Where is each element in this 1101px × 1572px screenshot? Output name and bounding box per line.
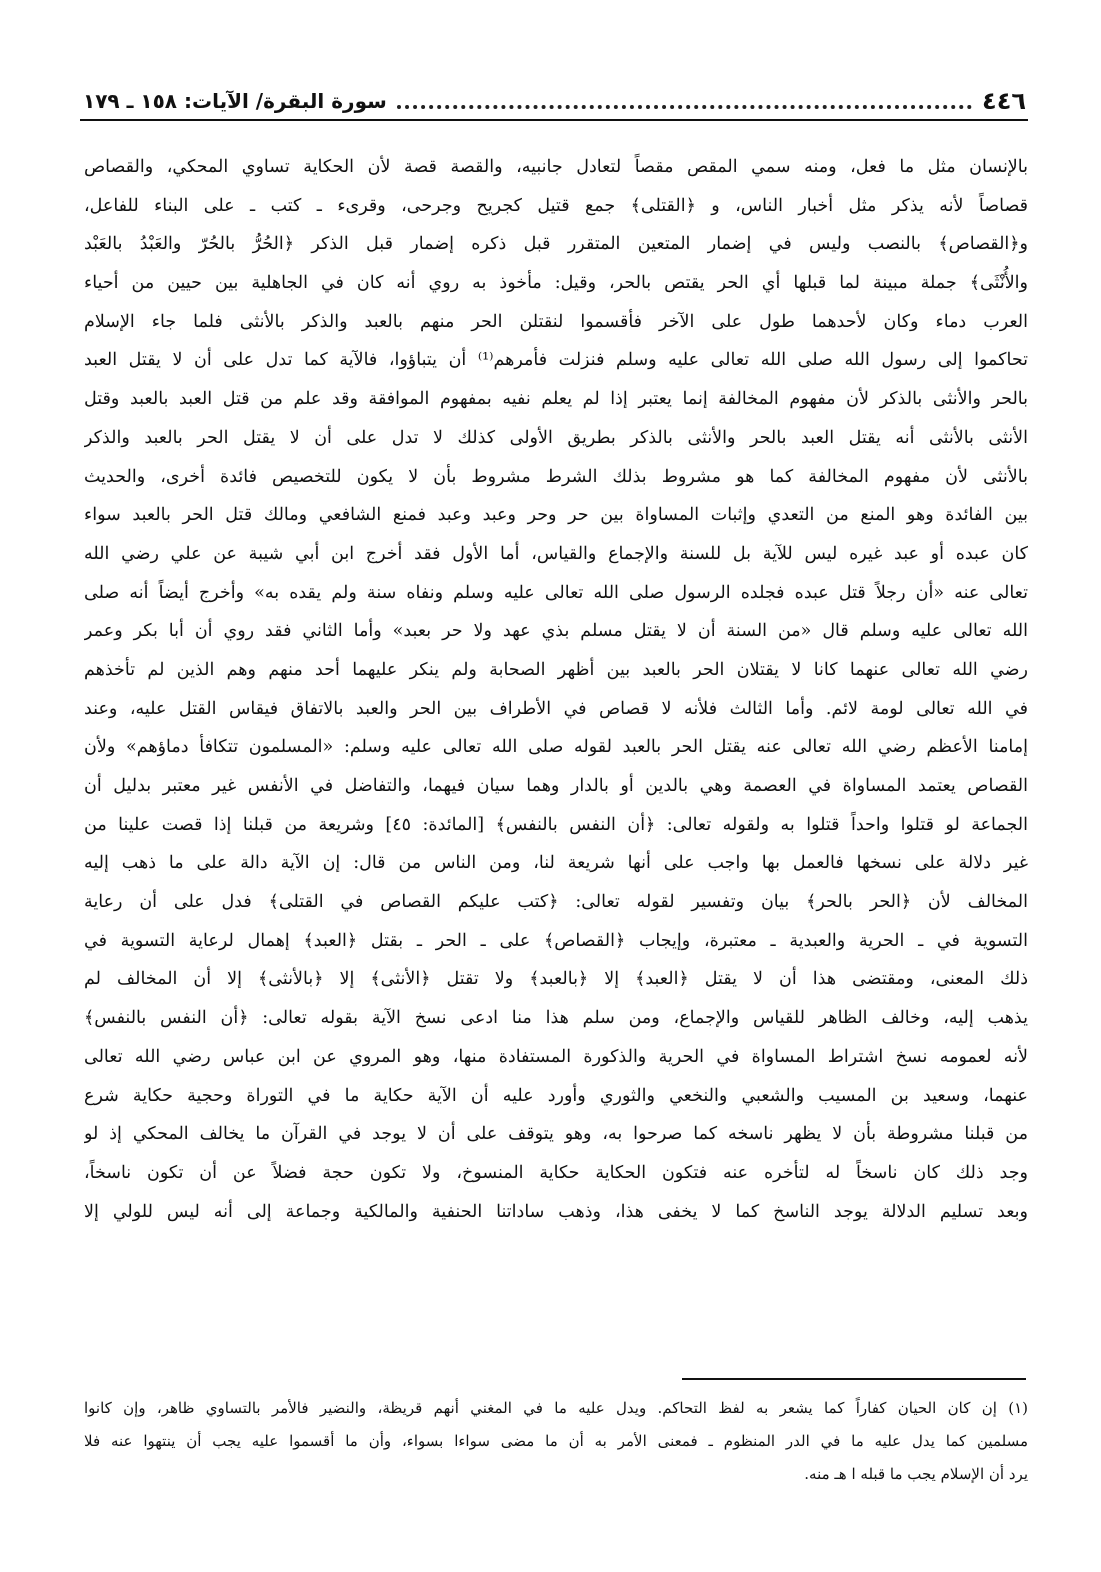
- text-line: المخالف لأن ﴿الحر بالحر﴾ بيان وتفسير لقوله تعالى: ﴿كتب عليكم القصاص في القتلى﴾ فدل على أن رعاية: [84, 892, 1028, 913]
- text-line: وبعد تسليم الدلالة يوجد الناسخ كما لا يخفى هذا، وذهب ساداتنا الحنفية والمالكية وجماعة إلى أنه ليس للولي إلا: [84, 1201, 1028, 1222]
- header-rule: [80, 119, 1028, 121]
- text-line: والأُنْثَى﴾ جملة مبينة لما قبلها أي الحر يقتص بالحر، وقيل: مأخوذ به روي أنه كان في الجاهلية بين حيين من أحياء: [84, 273, 1028, 294]
- text-line: كان عبده أو عبد غيره ليس للآية بل للسنة والإجماع والقياس، أما الأول فقد أخرج ابن أبي شيبة عن علي رضي الله: [84, 543, 1028, 564]
- text-line: لأنه لعمومه نسخ اشتراط المساواة في الحرية والذكورة المستفادة منها، وهو المروي عن ابن عباس رضي الله تعالى: [84, 1046, 1028, 1067]
- text-line: إمامنا الأعظم رضي الله تعالى عنه يقتل الحر بالعبد لقوله صلى الله تعالى عليه وسلم: «المسلمون تتكافأ دماؤهم» ولأن: [84, 737, 1028, 758]
- main-text: [84, 148, 1028, 1231]
- text-line: من قبلنا مشروطة بأن لا يظهر ناسخه كما صرحوا به، وهو يتوقف على أن لا يوجد في القرآن ما يخالف المحكي إذ لو: [84, 1124, 1028, 1145]
- text-line: القصاص يعتمد المساواة في العصمة وهي بالدين أو بالدار وهما سيان فيهما، والتفاضل في الأنفس غير معتبر بدليل أن: [84, 776, 1028, 796]
- text-line: في الله تعالى لومة لائم. وأما الثالث فلأنه لا قصاص في الأطراف بين الحر والعبد بالاتفاق فيقاس القتل عليه، وعند: [84, 698, 1028, 719]
- text-line: بالحر والأنثى بالذكر لأن مفهوم المخالفة إنما يعتبر إذا لم يعلم نفيه بمفهوم الموافقة وقد علم من قتل العبد بالعبد وقتل: [84, 389, 1028, 410]
- text-line: رضي الله تعالى عنهما كانا لا يقتلان الحر بالعبد بين أظهر الصحابة ولم ينكر عليهما أحد منهم وهم الذين لم تأخذهم: [84, 659, 1028, 680]
- text-line: ذلك المعنى، ومقتضى هذا أن لا يقتل ﴿العبد﴾ إلا ﴿بالعبد﴾ ولا تقتل ﴿الأنثى﴾ إلا ﴿بالأنثى﴾ إلا أن المخالف لم: [84, 969, 1028, 990]
- text-line: بالإنسان مثل ما فعل، ومنه سمي المقص مقصاً لتعادل جانبيه، والقصة قصة لأن الحكاية تساوي المحكي، والقصاص: [84, 157, 1028, 177]
- text-line: تحاكموا إلى رسول الله صلى الله تعالى عليه وسلم فنزلت فأمرهم⁽¹⁾ أن يتباؤوا، فالآية كما تدل على أن لا يقتل العبد: [84, 350, 1028, 371]
- footnote-line: (١) إن كان الحيان كفاراً كما يشعر به لفظ التحاكم. ويدل عليه ما في المغني أنهم قريظة، والنضير فالأمر بالتساوي ظاهر، وإن كانوا: [84, 1399, 1028, 1417]
- text-line: عنهما، وسعيد بن المسيب والشعبي والنخعي والثوري وأورد عليه أن الآية حكاية ما في التوراة وحجية حكاية شرع: [84, 1085, 1028, 1106]
- footnote-rule: [682, 1378, 1026, 1380]
- text-line: قصاصاً لأنه يذكر مثل أخبار الناس، و ﴿القتلى﴾ جمع قتيل كجريح وجرحى، وقرىء ـ كتب ـ على البناء للفاعل،: [84, 195, 1028, 216]
- page-header: [83, 80, 1026, 116]
- text-line: تعالى عنه «أن رجلاً قتل عبده فجلده الرسول صلى الله تعالى عليه وسلم ونفاه سنة ولم يقده به» وأخرج أيضاً أنه صلى: [84, 582, 1028, 603]
- text-line: بالأنثى لأن مفهوم المخالفة كما هو مشروط بذلك الشرط مشروط بأن لا يكون للتخصيص فائدة أخرى، والحديث: [84, 466, 1028, 487]
- text-line: يذهب إليه، وخالف الظاهر للقياس والإجماع، ومن سلم هذا منا ادعى نسخ الآية بقوله تعالى: ﴿أن النفس بالنفس﴾: [84, 1008, 1028, 1029]
- text-line: العرب دماء وكان لأحدهما طول على الآخر فأقسموا لنقتلن الحر منهم بالعبد والذكر بالأنثى فلما جاء الإسلام: [84, 311, 1028, 332]
- page-number: ٤٤٦: [982, 87, 1026, 115]
- text-line: الله تعالى عليه وسلم قال «من السنة أن لا يقتل مسلم بذي عهد ولا حر بعبد» وأما الثاني فقد روي أن أبا بكر وعمر: [84, 621, 1028, 642]
- text-line: الأنثى بالأنثى أنه يقتل العبد بالحر والأنثى بالذكر بطريق الأولى كذلك لا تدل على أن لا يقتل الحر بالعبد والذكر: [84, 427, 1028, 448]
- running-title: سورة البقرة/ الآيات: ١٥٨ ـ ١٧٩: [83, 89, 387, 113]
- text-line: التسوية في ـ الحرية والعبدية ـ معتبرة، وإيجاب ﴿القصاص﴾ على ـ الحر ـ بقتل ﴿العبد﴾ إهمال لرعاية التسوية في: [84, 930, 1028, 951]
- text-line: وجد ذلك كان ناسخاً له لتأخره عنه فتكون الحكاية حكاية المنسوخ، ولا تكون حجة فضلاً عن أن تكون ناسخاً،: [84, 1162, 1028, 1183]
- footnotes: [84, 1392, 1028, 1491]
- text-line: غير دلالة على نسخها فالعمل بها واجب على أنها شريعة لنا، ومن الناس من قال: إن الآية دالة على ما ذهب إليه: [84, 853, 1028, 874]
- text-line: و﴿القصاص﴾ بالنصب وليس في إضمار المتعين المتقرر قبل ذكره إضمار قبل الذكر ﴿الحُرُّ بالحُرّ والعَبْدُ بالعَبْد: [84, 234, 1028, 255]
- text-line: الجماعة لو قتلوا واحداً قتلوا به ولقوله تعالى: ﴿أن النفس بالنفس﴾ [المائدة: ٤٥] وشريعة من قبلنا إذا قصت علينا من: [84, 814, 1028, 835]
- text-line: بين الفائدة وهو المنع من التعدي وإثبات المساواة بين حر وحر وعبد وعبد فمنع الشافعي ومالك قتل الحر بالعبد سواء: [84, 505, 1028, 526]
- header-dot-leader: [397, 103, 972, 109]
- footnote-line: يرد أن الإسلام يجب ما قبله ا هـ منه.: [804, 1465, 1028, 1483]
- footnote-line: مسلمين كما يدل عليه ما في الدر المنظوم ـ فمعنى الأمر به أن ما مضى سواءا بسواء، وأن ما أقسموا عليه يجب أن ينتهوا عنه فلا: [84, 1432, 1028, 1450]
